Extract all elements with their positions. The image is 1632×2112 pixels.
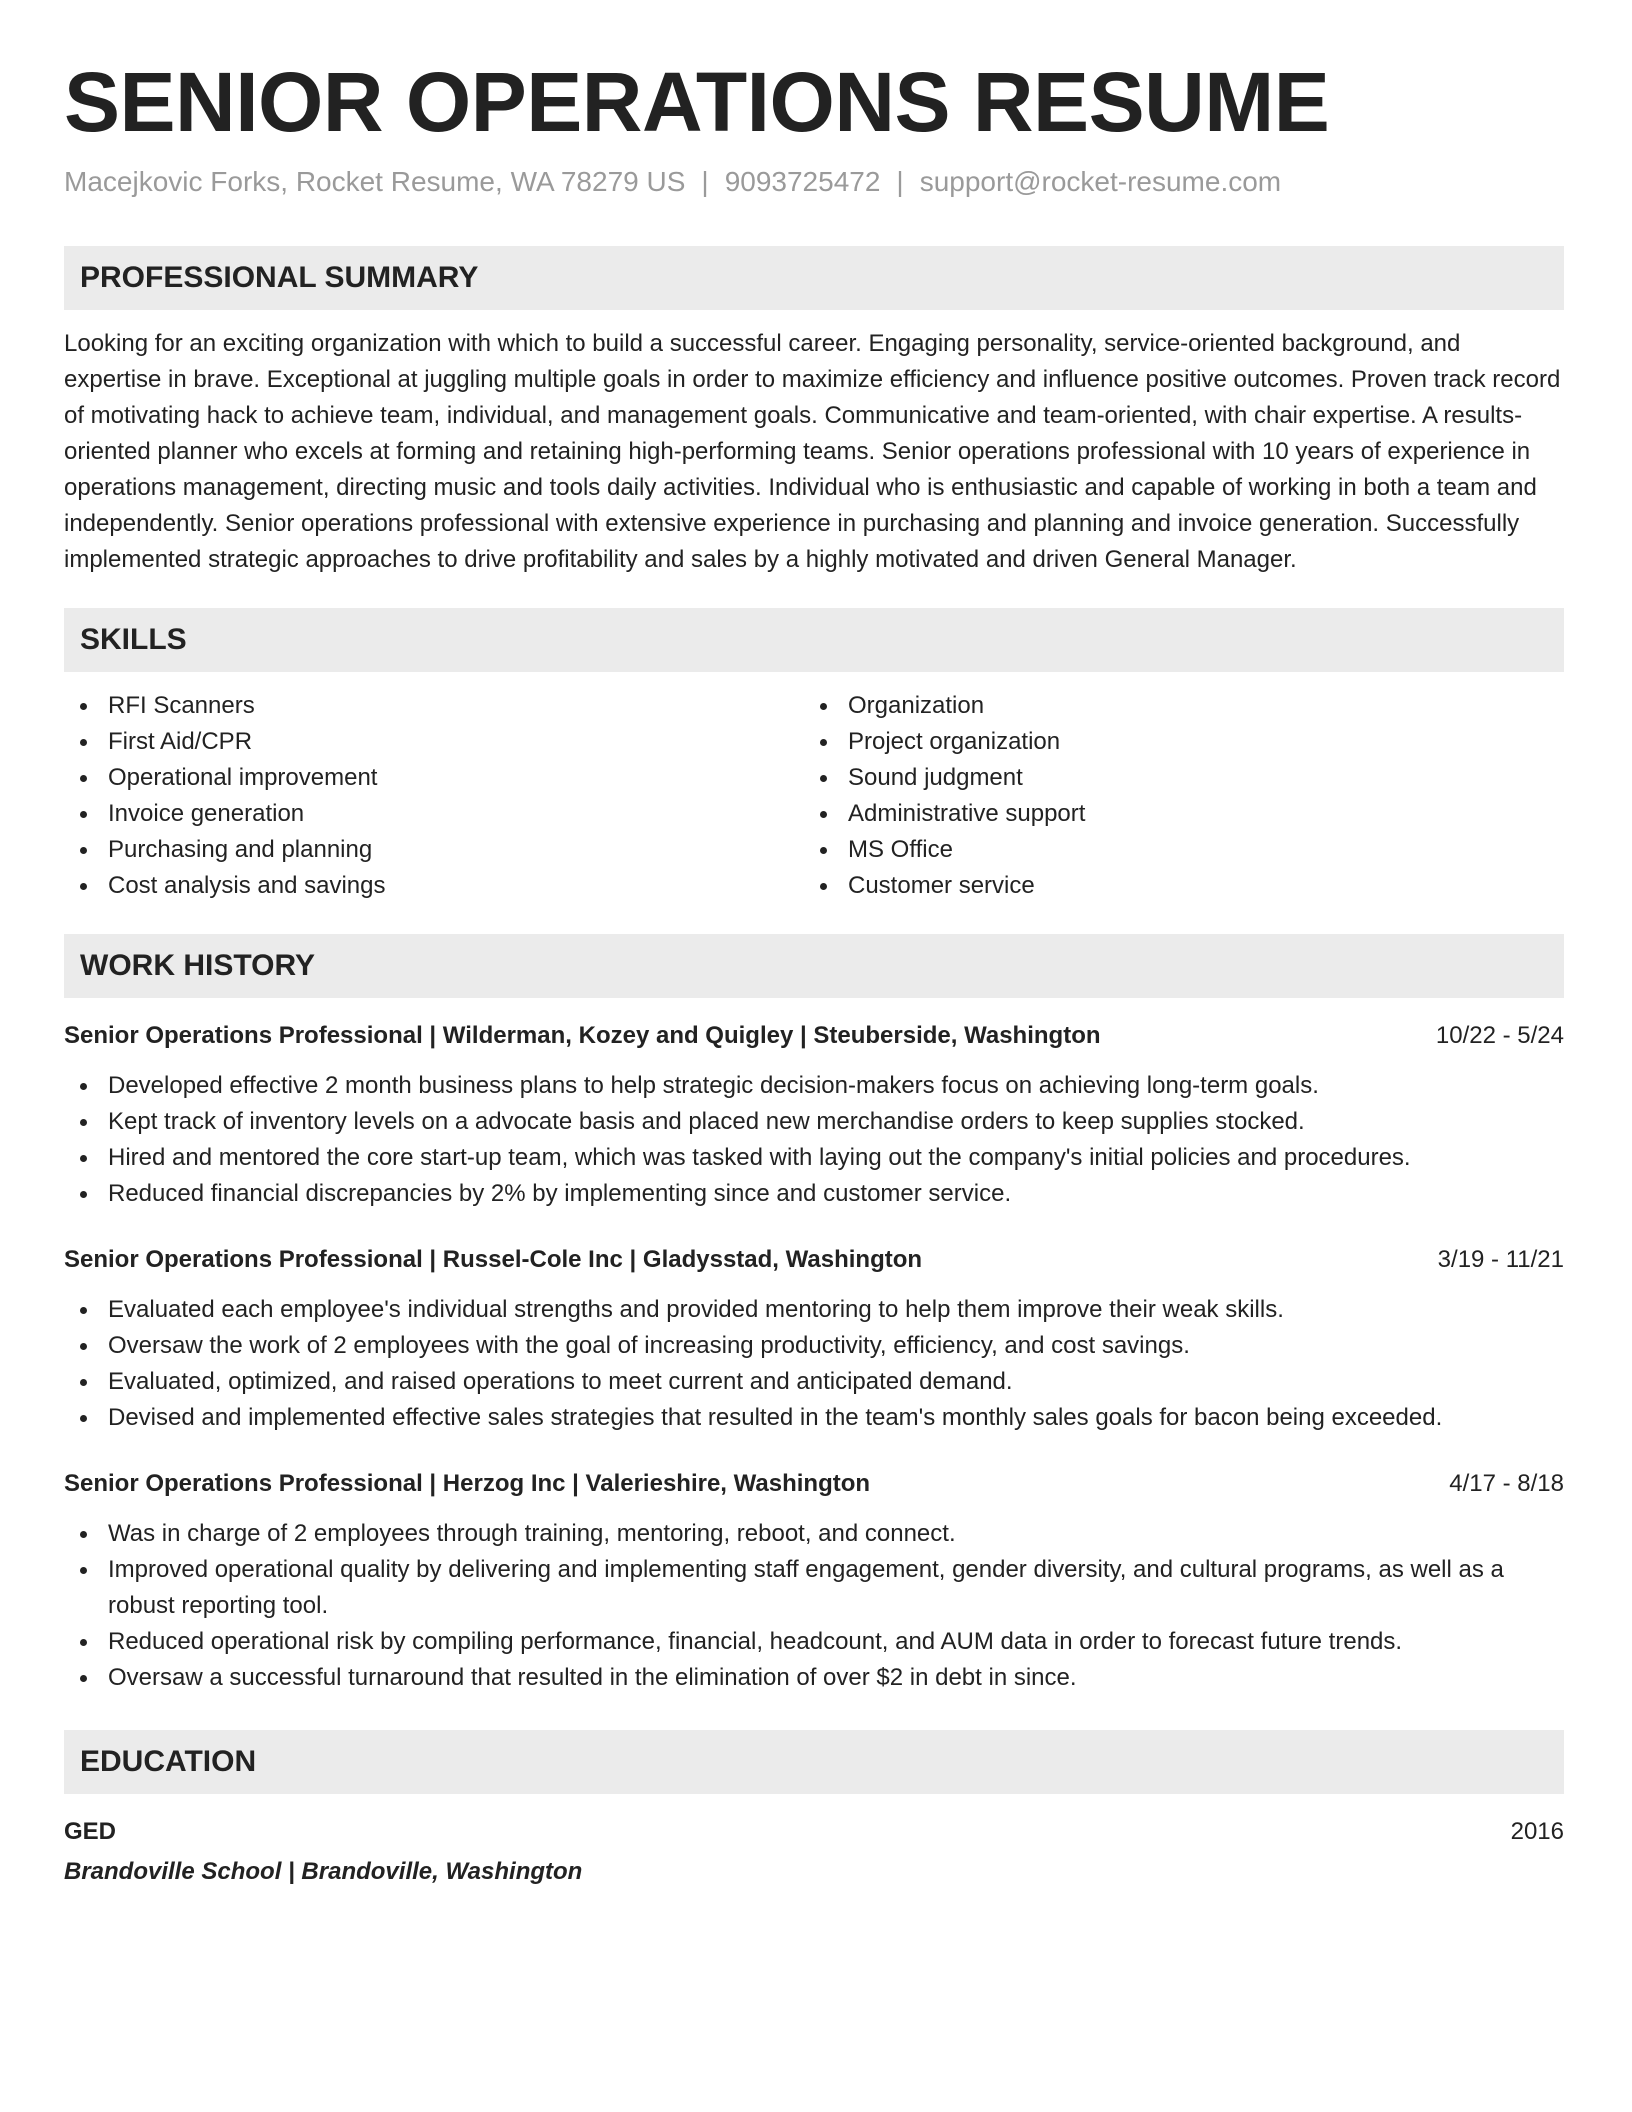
education-degree: GED (64, 1818, 117, 1845)
job-bullet: Was in charge of 2 employees through training, mentoring, reboot, and connect. (64, 1516, 1564, 1552)
skill-item: Operational improvement (64, 760, 804, 796)
job-bullet: Oversaw a successful turnaround that resulted in the elimination of over $2 in debt in since. (64, 1660, 1564, 1696)
job-bullet: Improved operational quality by delivering and implementing staff engagement, gender diversity, and cultural programs, as well as a robust reporting tool. (64, 1552, 1564, 1624)
education-year: 2016 (1510, 1818, 1564, 1845)
contact-phone: 9093725472 (724, 166, 881, 197)
job-entry (64, 1466, 1564, 1696)
skill-item: Purchasing and planning (64, 832, 804, 868)
skills-list (64, 688, 1564, 904)
job-title: Senior Operations Professional | Wilderman, Kozey and Quigley | Steuberside, Washington (64, 1022, 1101, 1049)
skill-item: Customer service (804, 868, 1544, 904)
education-header (64, 1814, 1564, 1850)
work-history-heading: WORK HISTORY (64, 934, 1564, 998)
education-entry (64, 1814, 1564, 1890)
job-entry (64, 1018, 1564, 1212)
skill-item: Invoice generation (64, 796, 804, 832)
skill-item: Organization (804, 688, 1544, 724)
contact-separator: | (701, 166, 709, 197)
job-bullet: Developed effective 2 month business plans to help strategic decision-makers focus on achieving long-term goals. (64, 1068, 1564, 1104)
contact-email: support@rocket-resume.com (919, 166, 1282, 197)
job-entry (64, 1242, 1564, 1436)
job-title: Senior Operations Professional | Russel-Cole Inc | Gladysstad, Washington (64, 1246, 923, 1273)
job-header (64, 1018, 1564, 1054)
skills-column-right (804, 688, 1544, 904)
job-bullet: Kept track of inventory levels on a advocate basis and placed new merchandise orders to keep supplies stocked. (64, 1104, 1564, 1140)
skill-item: RFI Scanners (64, 688, 804, 724)
job-bullets (64, 1068, 1564, 1212)
summary-text: Looking for an exciting organization with which to build a successful career. Engaging personality, service-oriented background, and expertise in brave. Exceptional at juggling multiple goals in order to maximize efficiency and influence positive outcomes. Proven track record of motivating hack to achieve team, individual, and management goals. Communicative and team-oriented, with chair expertise. A results-oriented planner who excels at forming and retaining high-performing teams. Senior operations professional with 10 years of experience in operations management, directing music and tools daily activities. Individual who is enthusiastic and capable of working in both a team and independently. Senior operations professional with extensive experience in purchasing and planning and invoice generation. Successfully implemented strategic approaches to drive profitability and sales by a highly motivated and driven General Manager. (64, 330, 1561, 573)
job-date: 3/19 - 11/21 (1437, 1246, 1564, 1273)
job-bullet: Reduced financial discrepancies by 2% by implementing since and customer service. (64, 1176, 1564, 1212)
resume-title: SENIOR OPERATIONS RESUME (64, 55, 1330, 149)
job-bullet: Evaluated, optimized, and raised operations to meet current and anticipated demand. (64, 1364, 1564, 1400)
skill-item: Administrative support (804, 796, 1544, 832)
job-bullet: Hired and mentored the core start-up team, which was tasked with laying out the company's initial policies and procedures. (64, 1140, 1564, 1176)
summary-heading: PROFESSIONAL SUMMARY (64, 246, 1564, 310)
job-date: 10/22 - 5/24 (1435, 1022, 1564, 1049)
contact-address: Macejkovic Forks, Rocket Resume, WA 78279 US (64, 166, 686, 197)
skill-item: Cost analysis and savings (64, 868, 804, 904)
job-bullet: Evaluated each employee's individual strengths and provided mentoring to help them improve their weak skills. (64, 1292, 1564, 1328)
job-header (64, 1242, 1564, 1278)
job-bullet: Oversaw the work of 2 employees with the goal of increasing productivity, efficiency, and cost savings. (64, 1328, 1564, 1364)
job-header (64, 1466, 1564, 1502)
skill-item: Sound judgment (804, 760, 1544, 796)
job-date: 4/17 - 8/18 (1449, 1470, 1564, 1497)
education-school: Brandoville School | Brandoville, Washington (64, 1858, 583, 1885)
job-bullets (64, 1516, 1564, 1696)
skills-column-left (64, 688, 804, 904)
resume-page (64, 54, 1564, 1890)
skill-item: MS Office (804, 832, 1544, 868)
contact-line (64, 162, 1564, 202)
job-bullet: Reduced operational risk by compiling performance, financial, headcount, and AUM data in order to forecast future trends. (64, 1624, 1564, 1660)
skill-item: First Aid/CPR (64, 724, 804, 760)
education-heading: EDUCATION (64, 1730, 1564, 1794)
job-bullets (64, 1292, 1564, 1436)
job-title: Senior Operations Professional | Herzog Inc | Valerieshire, Washington (64, 1470, 871, 1497)
skill-item: Project organization (804, 724, 1544, 760)
skills-heading: SKILLS (64, 608, 1564, 672)
job-bullet: Devised and implemented effective sales strategies that resulted in the team's monthly sales goals for bacon being exceeded. (64, 1400, 1564, 1436)
contact-separator: | (896, 166, 904, 197)
